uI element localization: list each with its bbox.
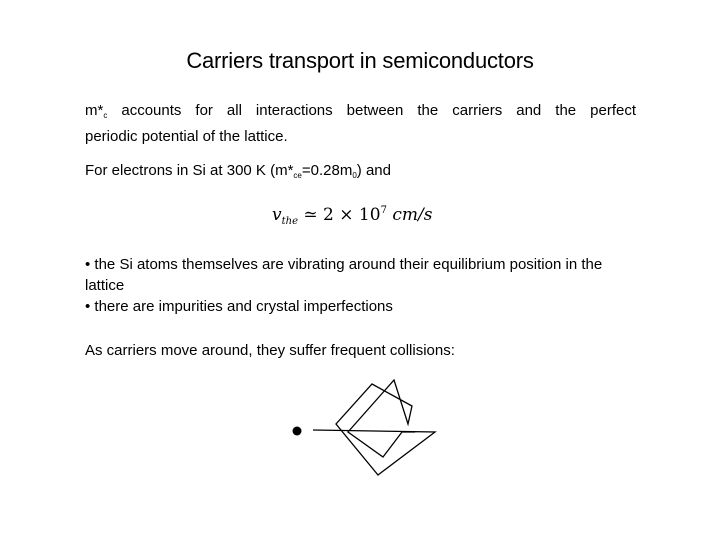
carrier-start-dot: [293, 427, 302, 436]
thermal-velocity-formula: [272, 202, 432, 228]
bullet-impurities: • there are impurities and crystal imperfections: [85, 298, 393, 315]
para1-line2: periodic potential of the lattice.: [85, 128, 288, 145]
para2-equals: =0.28m: [301, 162, 353, 179]
para1-line1-text: accounts for all interactions between the carriers and the perfect: [107, 102, 636, 119]
collisions-paragraph: As carriers move around, they suffer frequent collisions:: [85, 342, 455, 359]
effective-mass-paragraph: [85, 98, 636, 150]
formula-relation: ≃ 2 × 10: [298, 205, 381, 225]
para2-suffix: ) and: [356, 162, 391, 179]
collision-path-diagram: [280, 370, 460, 490]
formula-subscript: the: [281, 216, 298, 227]
bullet-vibrating-atoms: • the Si atoms themselves are vibrating around their equilibrium position in the lattice: [85, 256, 603, 294]
bullet-list: [85, 254, 645, 317]
ce-subscript: ce: [293, 171, 302, 180]
slide-title: Carriers transport in semiconductors: [186, 48, 534, 73]
formula-unit: cm/s: [386, 205, 433, 225]
zero-subscript: 0: [352, 171, 357, 180]
para1-line1: [85, 98, 636, 124]
formula-v: v: [272, 205, 282, 225]
c-subscript: c: [103, 111, 108, 120]
formula-exponent: 7: [380, 205, 387, 216]
m-star-symbol: m*: [85, 102, 104, 119]
electrons-si-paragraph: [85, 160, 391, 182]
para2-prefix: For electrons in Si at 300 K (m*: [85, 162, 294, 179]
collision-path-line: [313, 380, 435, 475]
